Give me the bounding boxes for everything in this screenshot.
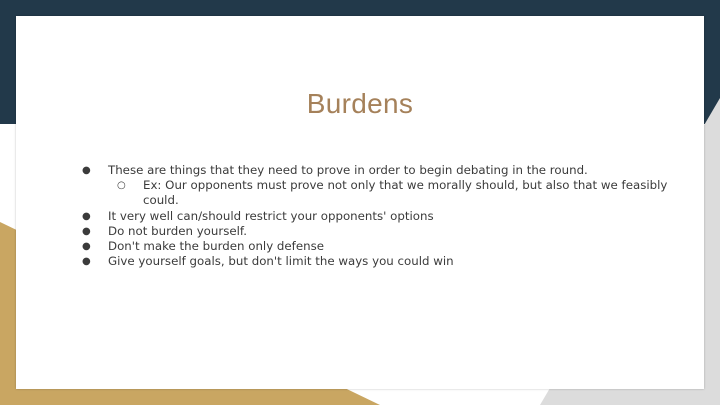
bullet-item [80,254,680,269]
bullet-item [80,163,680,178]
bullet-list [80,163,680,269]
bullet-text: These are things that they need to prove in order to begin debating in the round. [108,163,588,177]
bullet-text: Don't make the burden only defense [108,239,324,254]
bullet-item [80,224,680,239]
bullet-text: Give yourself goals, but don't limit the ways you could win [108,254,454,269]
bullet-dot-icon: ● [82,210,91,222]
bullet-dot-icon: ● [82,241,91,253]
bullet-dot-icon: ● [82,225,91,237]
sub-bullet-text: Ex: Our opponents must prove not only that we morally should, but also that we feasibly could. [143,178,668,208]
slide-title: Burdens [306,88,414,119]
slide-content-card [16,16,704,389]
sub-bullet-item [80,178,680,208]
bullet-item [80,209,680,224]
sub-bullet-circle-icon: ○ [117,180,126,192]
bullet-item [80,239,680,254]
bullet-text: It very well can/should restrict your opponents' options [108,208,434,223]
bullet-text: Do not burden yourself. [108,223,247,238]
bullet-dot-icon: ● [82,256,91,268]
bullet-dot-icon: ● [82,165,91,176]
